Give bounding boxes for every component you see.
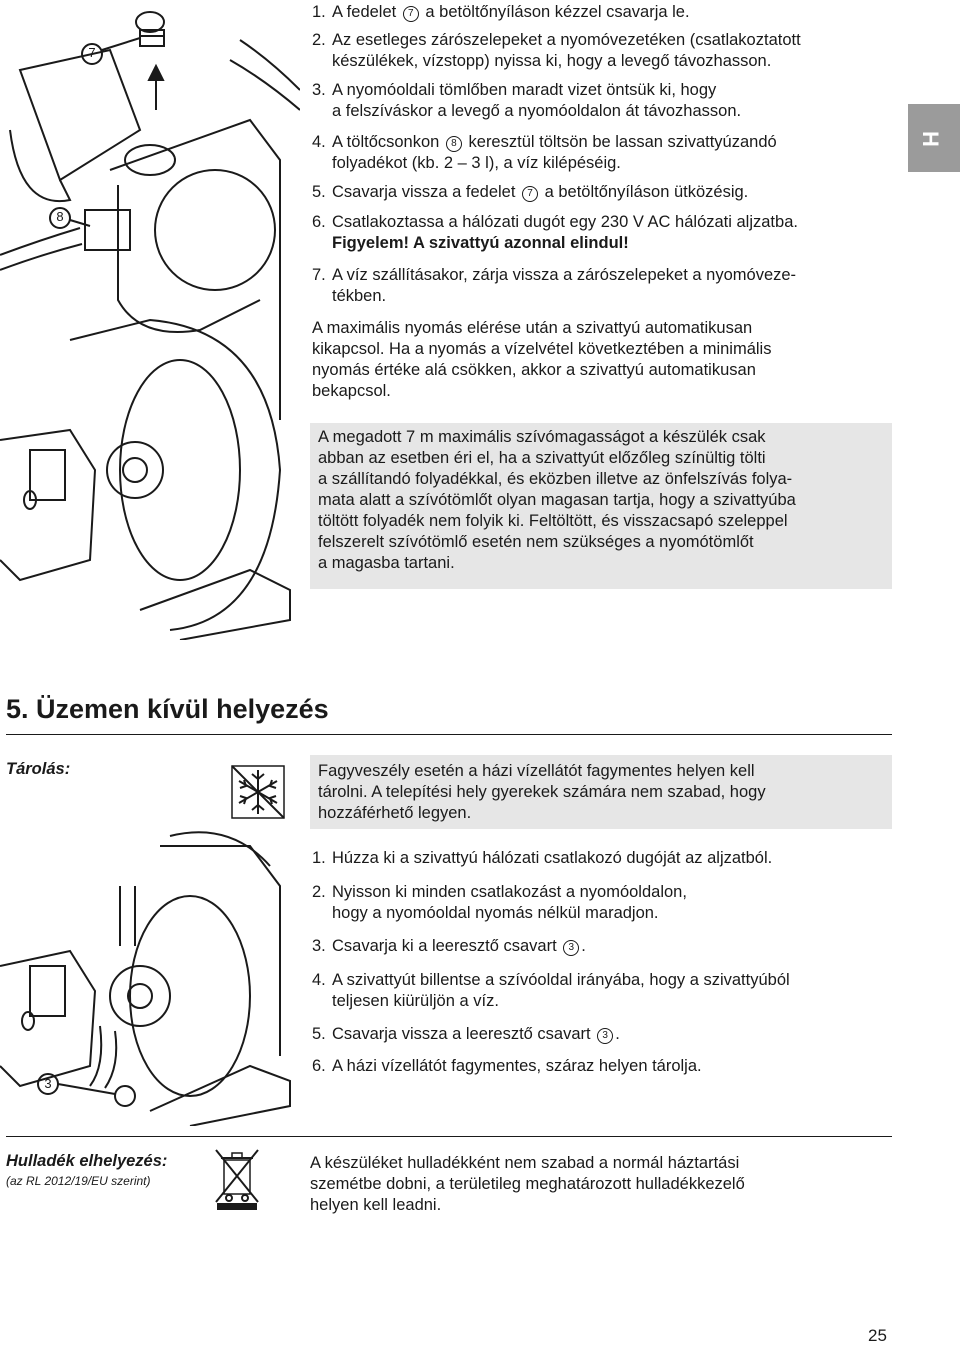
callout-3: 3 (44, 1076, 52, 1091)
storage-step-5: 5. Csavarja vissza a leeresztő csavart 3 . (312, 1025, 620, 1043)
storage-step-3: 3. Csavarja ki a leeresztő csavart 3 . (312, 937, 586, 955)
storage-step-6: 6. A házi vízellátót fagymentes, száraz helyen tárolja. (312, 1057, 702, 1075)
ref-3-symbol: 3 (563, 940, 579, 956)
disposal-label: Hulladék elhelyezés: (6, 1152, 168, 1170)
suction-height-note: A megadott 7 m maximális szívómagasságot a készülék csak abban az esetben éri el, ha a szivattyút előzőleg színültig tölti a szállítandó folyadékkal, és eközben illetve az önfelszívás folya- mata alatt a szívótömlőt olyan magasan tartja, hogy a szivattyúba töltött folyadék nem folyik ki. Feltöltött, és visszacsapó szeleppel felszerelt szívótömlő esetén nem szükséges a nyomótömlőt a magasba tartani. (310, 423, 892, 589)
section-divider (6, 734, 892, 735)
storage-label: Tárolás: (6, 760, 71, 778)
disposal-sub-label: (az RL 2012/19/EU szerint) (6, 1174, 151, 1188)
step-4: 4. A töltőcsonkon 8 keresztül töltsön be lassan szivattyúzandó folyadékot (kb. 2 – 3 l), a víz kilépéséig. (312, 133, 777, 172)
disposal-text: A készüléket hulladékként nem szabad a normál háztartási szemétbe dobni, a területileg meghatározott hulladékkezelő helyen kell leadni. (310, 1154, 745, 1214)
ref-7-symbol: 7 (522, 186, 538, 202)
step-1: 1. A fedelet 7 a betöltőnyíláson kézzel csavarja le. (312, 3, 690, 21)
step-5: 5. Csavarja vissza a fedelet 7 a betöltőnyíláson ütközésig. (312, 183, 749, 201)
storage-step-1: 1. Húzza ki a szivattyú hálózati csatlakozó dugóját az aljzatból. (312, 849, 773, 867)
step-7: 7. A víz szállításakor, zárja vissza a zárószelepeket a nyomóveze- tékben. (312, 266, 797, 305)
page-number: 25 (868, 1326, 887, 1345)
callout-8: 8 (56, 209, 64, 224)
ref-7-symbol: 7 (403, 6, 419, 22)
step-3: 3. A nyomóoldali tömlőben maradt vizet öntsük ki, hogy a felszíváskor a levegő a nyomóoldalon át távozhasson. (312, 81, 742, 120)
language-side-tab (908, 104, 960, 172)
section-title: 5. Üzemen kívül helyezés (6, 694, 329, 724)
language-side-tab-label: H (917, 131, 943, 147)
step-6: 6. Csatlakoztassa a hálózati dugót egy 230 V AC hálózati aljzatba. Figyelem! A szivattyú azonnal elindul! (312, 213, 798, 252)
disposal-divider (6, 1136, 892, 1137)
auto-switch-paragraph: A maximális nyomás elérése után a szivattyú automatikusan kikapcsol. Ha a nyomás a vízelvétel következtében a minimális nyomás értéke alá csökken, akkor a szivattyú automatikusan bekapcsol. (312, 319, 772, 400)
crossed-bin-icon (212, 1146, 262, 1210)
frost-warning-icon (230, 764, 286, 820)
storage-step-2: 2. Nyisson ki minden csatlakozást a nyomóoldalon, hogy a nyomóoldal nyomás nélkül maradjon. (312, 883, 687, 922)
pump-filling-illustration (0, 0, 300, 640)
ref-3-symbol: 3 (597, 1028, 613, 1044)
callout-7: 7 (88, 45, 96, 60)
ref-8-symbol: 8 (446, 136, 462, 152)
frost-warning-box: Fagyveszély esetén a házi vízellátót fagymentes helyen kell tárolni. A telepítési hely gyerekek számára nem szabad, hogy hozzáférhető legyen. (310, 755, 892, 829)
storage-step-4: 4. A szivattyút billentse a szívóoldal irányába, hogy a szivattyúból teljesen kiürüljön a víz. (312, 971, 790, 1010)
step-2: 2. Az esetleges zárószelepeket a nyomóvezetéken (csatlakoztatott készülékek, vízstopp) nyissa ki, hogy a levegő távozhasson. (312, 31, 801, 70)
